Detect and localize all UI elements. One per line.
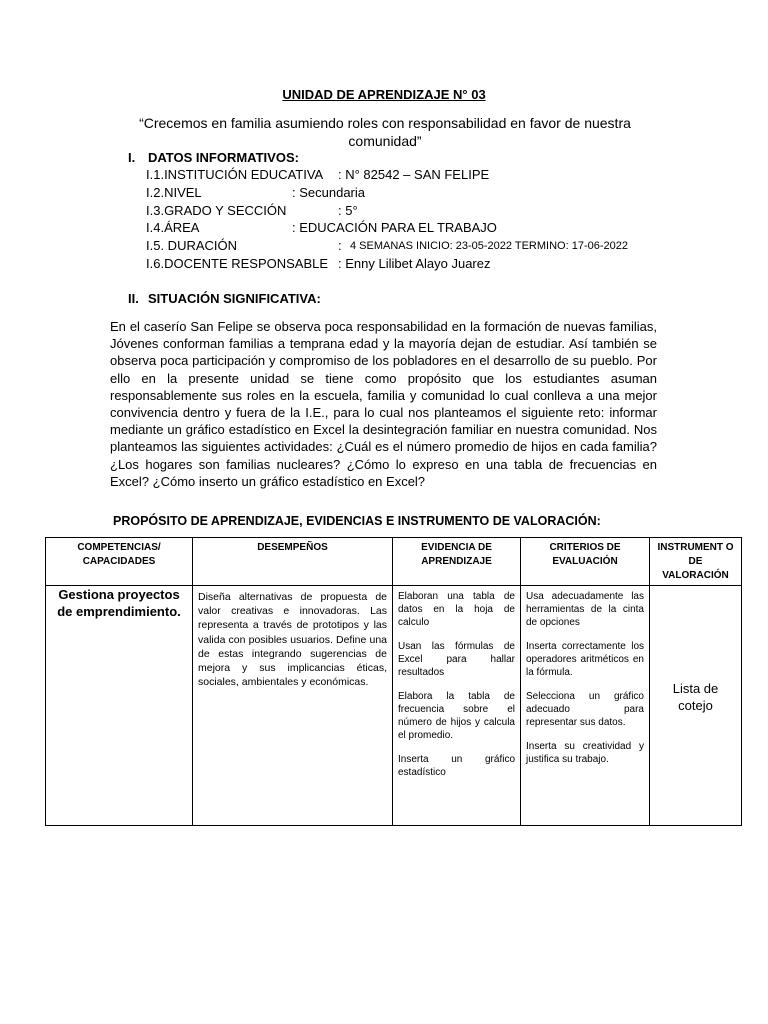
cell-criterios [521, 586, 650, 826]
header-instrumento: INSTRUMENT O DE VALORACIÓN [650, 538, 742, 586]
info-label: I.3.GRADO Y SECCIÓN [146, 203, 287, 218]
table-row [46, 586, 742, 826]
evidence-item: Inserta un gráfico estadístico [398, 754, 515, 778]
info-label: I.4.ÁREA [146, 220, 200, 235]
criterion-item: Usa adecuadamente las herramientas de la cinta de opciones [526, 591, 644, 628]
evidence-item: Elaboran una tabla de datos en la hoja de calculo [398, 591, 515, 628]
learning-purpose-table [45, 537, 742, 826]
info-label: I.6.DOCENTE RESPONSABLE [146, 256, 329, 271]
section-heading-datos [128, 150, 299, 165]
info-value: : EDUCACIÓN PARA EL TRABAJO [292, 220, 497, 235]
purpose-heading: PROPÓSITO DE APRENDIZAJE, EVIDENCIAS E INSTRUMENTO DE VALORACIÓN: [113, 514, 601, 528]
cell-instrumento [650, 586, 742, 826]
info-value: 4 SEMANAS INICIO: 23-05-2022 TERMINO: 17-06-2022 [350, 240, 628, 252]
instrument-text: Lista de cotejo [672, 681, 719, 713]
section-title: SITUACIÓN SIGNIFICATIVA: [148, 291, 321, 306]
document-subtitle: “Crecemos en familia asumiendo roles con responsabilidad en favor de nuestra comunidad” [139, 115, 631, 149]
cell-competencia: Gestiona proyectos de emprendimiento. [46, 586, 193, 826]
section-number: I. [128, 150, 136, 165]
section-number: II. [128, 291, 139, 306]
info-label: I.5. DURACIÓN [146, 238, 238, 253]
criterion-item: Inserta su creatividad y justifica su trabajo. [526, 741, 644, 765]
section-title: DATOS INFORMATIVOS: [148, 150, 299, 165]
table-header-row [46, 538, 742, 586]
cell-desempeno: Diseña alternativas de propuesta de valor creativas e innovadoras. Las representa a través de prototipos y las valida con posibles usuarios. Define una de estas integrando sugerencias de mejora y sus implicancias éticas, sociales, ambientales y económicas. [193, 586, 393, 826]
criterion-item: Selecciona un gráfico adecuado para representar sus datos. [526, 691, 644, 728]
situation-paragraph: En el caserío San Felipe se observa poca responsabilidad en la formación de nuevas familias, Jóvenes conforman familias a temprana edad y la mayoría dejan de estudiar. Así también se observa poca participación y compromiso de los pobladores en el desarrollo de su pueblo. Por ello en la presente unidad se tiene como propósito que los estudiantes asuman responsablemente sus roles en la escuela, familia y comunidad lo cual conlleva a una mejor convivencia dentro y fuera de la I.E., para lo cual nos planteamos el siguiente reto: informar mediante un gráfico estadístico en Excel la desintegración familiar en nuestra comunidad. Nos planteamos las siguientes actividades: ¿Cuál es el número promedio de hijos en cada familia? ¿Los hogares son familias nucleares? ¿Cómo lo expreso en una tabla de frecuencias en Excel? ¿Cómo inserto un gráfico estadístico en Excel? [110, 319, 657, 489]
header-criterios: CRITERIOS DE EVALUACIÓN [521, 538, 650, 586]
header-competencias: COMPETENCIAS/ CAPACIDADES [46, 538, 193, 586]
header-desempenos: DESEMPEÑOS [193, 538, 393, 586]
info-label: I.1.INSTITUCIÓN EDUCATIVA [146, 167, 324, 182]
header-evidencia: EVIDENCIA DE APRENDIZAJE [393, 538, 521, 586]
info-value: : Enny Lilibet Alayo Juarez [338, 256, 491, 271]
info-value: : Secundaria [292, 185, 365, 200]
section-heading-situacion [128, 291, 321, 306]
info-value: : 5° [338, 203, 358, 218]
evidence-item: Usan las fórmulas de Excel para hallar resultados [398, 641, 515, 678]
document-title: UNIDAD DE APRENDIZAJE N° 03 [282, 87, 486, 102]
info-value: : N° 82542 – SAN FELIPE [338, 167, 490, 182]
evidence-item: Elabora la tabla de frecuencia sobre el número de hijos y calcula el promedio. [398, 691, 515, 741]
criterion-item: Inserta correctamente los operadores aritméticos en la fórmula. [526, 641, 644, 678]
cell-evidencias [393, 586, 521, 826]
info-value-prefix: : [338, 238, 342, 253]
info-label: I.2.NIVEL [146, 185, 202, 200]
